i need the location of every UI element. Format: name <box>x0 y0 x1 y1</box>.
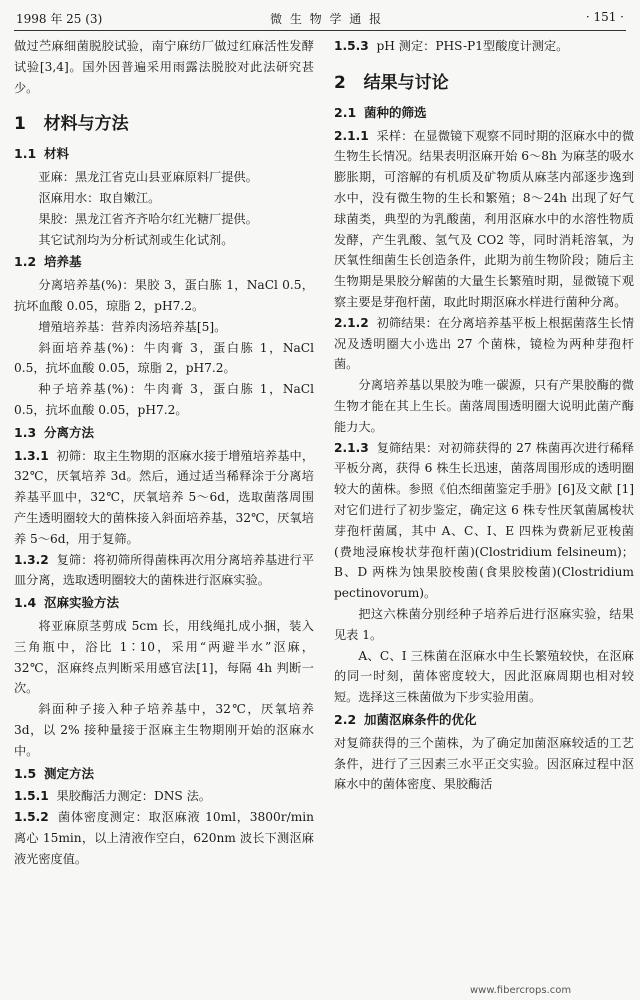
section-2-1-3-paragraph: A、C、I 三株菌在沤麻水中生长繁殖较快，在沤麻的同一时刻，菌体密度较大，因此沤麻周期也相对较短。选择这三株菌做为下步实验用菌。 <box>334 648 634 705</box>
section-2-1-3-paragraph: 把这六株菌分别经种子培养后进行沤麻实验，结果见表 1。 <box>334 606 634 642</box>
section-2-2-heading: 2.2 加菌沤麻条件的优化 <box>334 711 477 727</box>
experiment-paragraph: 将亚麻原茎剪成 5cm 长，用线绳扎成小捆，装入三角瓶中，浴比 1∶10，采用“两避半水”沤麻，32℃，沤麻终点判断采用感官法[1]，每隔 4h 判断一次。 <box>14 618 314 696</box>
medium-item: 斜面培养基(%)：牛肉膏 3，蛋白胨 1，NaCl 0.5，抗坏血酸 0.05，琼脂 2，pH7.2。 <box>14 340 314 376</box>
section-2-2-paragraph: 对复筛获得的三个菌株，为了确定加菌沤麻较适的工艺条件，进行了三因素三水平正交实验。因沤麻过程中沤麻水中的菌体密度、果胶酶活 <box>334 735 634 792</box>
right-column <box>334 36 634 795</box>
section-1-5-3: 1.5.3 pH 测定：PHS-P1型酸度计测定。 <box>334 39 569 53</box>
section-1-4-heading: 1.4 沤麻实验方法 <box>14 595 120 611</box>
section-2-heading: 2 结果与讨论 <box>334 72 449 93</box>
intro-paragraph: 做过苎麻细菌脱胶试验，南宁麻纺厂做过红麻活性发酵试验[3,4]。国外因普遍采用雨露法脱胶对此法研究甚少。 <box>14 39 314 95</box>
section-2-1-3: 2.1.3 复筛结果：对初筛获得的 27 株菌再次进行稀释平板分离，获得 6 株生长迅速，菌落周围形成的透明圈较大的菌株。参照《伯杰细菌鉴定手册》[6]及文献 [1] 对它们进行了初步鉴定，确定这 6 株专性厌氧菌属梭状芽孢杆菌属，其中 A、C、I、E 四株为费新尼亚梭菌(费地浸麻梭状芽孢杆菌)(Clostridium felsineum)；B、D 两株为蚀果胶梭菌(食果胶梭菌)(Clostridium pectinovorum)。 <box>334 440 634 601</box>
section-1-heading: 1 材料与方法 <box>14 114 129 135</box>
section-1-3-heading: 1.3 分离方法 <box>14 424 95 440</box>
material-item: 果胶：黑龙江省齐齐哈尔红光糖厂提供。 <box>38 211 258 226</box>
medium-item: 分离培养基(%)：果胶 3，蛋白胨 1，NaCl 0.5，抗坏血酸 0.05，琼脂 2，pH7.2。 <box>14 278 314 313</box>
header-rule <box>14 30 626 31</box>
material-item: 其它试剂均为分析试剂或生化试剂。 <box>38 232 234 247</box>
section-1-5-heading: 1.5 测定方法 <box>14 765 95 781</box>
left-column <box>14 36 314 869</box>
section-2-1-2: 2.1.2 初筛结果：在分离培养基平板上根据菌落生长情况及透明圈大小选出 27 个菌株，镜检为两种芽孢杆菌。 <box>334 315 635 372</box>
material-item: 沤麻用水：取自嫩江。 <box>38 190 161 205</box>
material-item: 亚麻：黑龙江省克山县亚麻原料厂提供。 <box>38 170 258 185</box>
section-1-2-heading: 1.2 培养基 <box>14 254 82 270</box>
experiment-paragraph: 斜面种子接入种子培养基中，32℃，厌氧培养 3d，以 2% 接种量接于沤麻主生物期刚开始的沤麻水中。 <box>14 702 314 758</box>
journal-issue: 1998 年 25 (3) <box>16 12 103 26</box>
section-2-1-2-discussion: 分离培养基以果胶为唯一碳源，只有产果胶酶的微生物才能在其上生长。菌落周围透明圈大说明此菌产酶能力大。 <box>334 378 634 434</box>
page-number: · 151 · <box>585 10 624 24</box>
section-1-5-2: 1.5.2 菌体密度测定：取沤麻液 10ml，3800r/min 离心 15min，以上清液作空白，620nm 波长下测沤麻液光密度值。 <box>14 810 315 866</box>
section-1-1-heading: 1.1 材料 <box>14 146 70 162</box>
medium-item: 种子培养基(%)：牛肉膏 3，蛋白胨 1，NaCl 0.5，抗坏血酸 0.05，pH7.2。 <box>14 382 314 417</box>
watermark: www.fibercrops.com <box>470 985 572 996</box>
section-1-3-2: 1.3.2 复筛：将初筛所得菌株再次用分离培养基进行平皿分离，选取透明圈较大的菌株进行沤麻实验。 <box>14 552 315 588</box>
medium-item: 增殖培养基：营养肉汤培养基[5]。 <box>38 319 227 334</box>
journal-title: 微 生 物 学 通 报 <box>270 12 384 26</box>
section-2-1-1: 2.1.1 采样：在显微镜下观察不同时期的沤麻水中的微生物生长情况。结果表明沤麻开始 6～8h 为麻茎的吸水膨胀期，可溶解的有机质及矿物质从麻茎内部逐步逸到水中，没有微生物的生长和繁殖；8～24h 出现了好气球菌类，典型的为乳酸菌，利用沤麻水中的水溶性物质发酵，产生乳酸、氢气及 CO2 等，同时消耗溶氧，为厌氧性细菌生长创造条件，此期为前生物阶段；随后主生物期是果胶分解菌的大量生长繁殖时期，显微镜下观察主要是芽孢杆菌，取此时期沤麻水样进行菌种分离。 <box>334 128 635 309</box>
section-1-5-1: 1.5.1 果胶酶活力测定：DNS 法。 <box>14 789 211 804</box>
section-2-1-heading: 2.1 菌种的筛选 <box>334 104 427 120</box>
section-1-3-1: 1.3.1 初筛：取主生物期的沤麻水接于增殖培养基中，32℃，厌氧培养 3d。然后，通过适当稀释涂于分离培养基平皿中，32℃，厌氧培养 5～6d，选取菌落周围产生透明圈较大的菌株接入斜面培养基，32℃，厌氧培养 5～6d，用于复筛。 <box>14 448 315 546</box>
